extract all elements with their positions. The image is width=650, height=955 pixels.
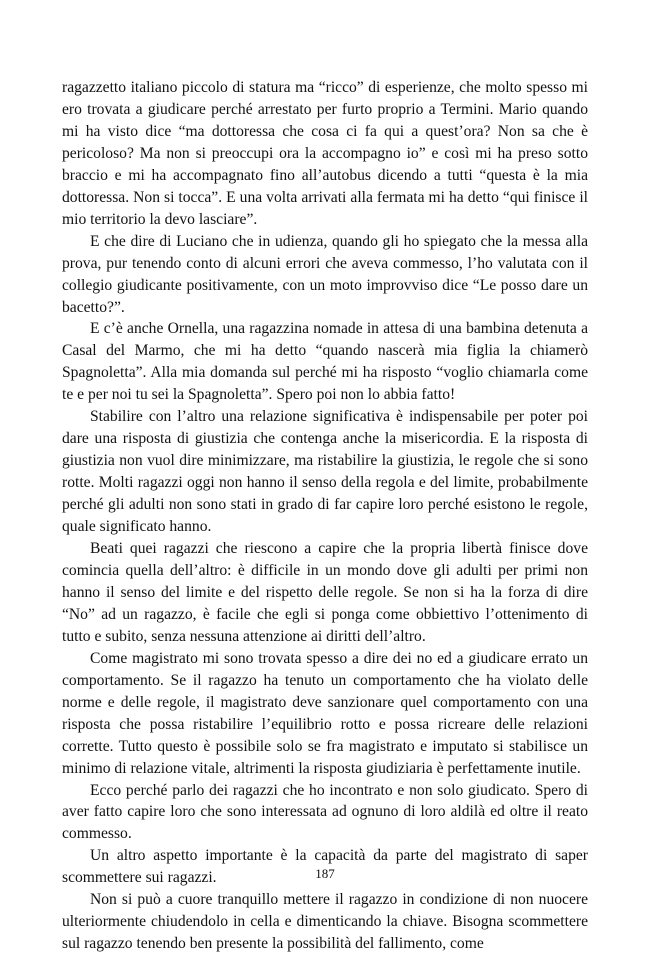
paragraph-magistrato: Come magistrato mi sono trovata spesso a dire dei no ed a giudicare errato un comportamento. Se il ragazzo ha tenuto un comportamento che ha violato delle norme e delle regole, il magistrato deve sanzionare quel comportamento con una risposta che possa ristabilire l’equilibrio rotto e possa ricreare delle relazioni corrette. Tutto questo è possibile solo se fra magistrato e imputato si stabilisce un minimo di relazione vitale, altrimenti la risposta giudiziaria è perfettamente inutile. (62, 649, 588, 777)
paragraph-ornella: E c’è anche Ornella, una ragazzina nomade in attesa di una bambina detenuta a Casal del Marmo, che mi ha detto “quando nascerà mia figlia la chiamerò Spagnoletta”. Alla mia domanda sul perché mi ha risposto “voglio chiamarla come te e per noi tu sei la Spagnoletta”. Spero poi non lo abbia fatto! (62, 320, 588, 404)
paragraph-mario-story: ragazzetto italiano piccolo di statura ma “ricco” di esperienze, che molto spesso mi ero trovata a giudicare perché arrestato per furto proprio a Termini. Mario quando mi ha visto dice “ma dottoressa che cosa ci fa qui a quest’ora? Non sa che è pericoloso? Ma non si preoccupi ora la accompagno io” e così mi ha preso sotto braccio e mi ha accompagnato fino all’autobus dicendo a tutti “questa è la mia dottoressa. Non si tocca”. E una volta arrivati alla fermata mi ha detto “qui finisce il mio territorio la devo lasciare”. (62, 79, 588, 228)
paragraph-relazione: Stabilire con l’altro una relazione significativa è indispensabile per poter poi dare una risposta di giustizia che contenga anche la misericordia. E la risposta di giustizia non vuol dire minimizzare, ma ristabilire la giustizia, le regole che si sono rotte. Molti ragazzi oggi non hanno il senso della regola e del limite, probabilmente perché gli adulti non sono stati in grado di far capire loro perché esistono le regole, quale significato hanno. (62, 408, 588, 536)
paragraph-scommettere: Non si può a cuore tranquillo mettere il ragazzo in condizione di non nuocere ulteriormente chiudendolo in cella e dimenticando la chiave. Bisogna scommettere sul ragazzo tenendo ben presente la possibilità del fallimento, come (62, 891, 588, 953)
paragraph-ecco: Ecco perché parlo dei ragazzi che ho incontrato e non solo giudicato. Spero di aver fatto capire loro che sono interessata ad ognuno di loro aldilà ed oltre il reato commesso. (62, 781, 588, 843)
paragraph-aspetto: Un altro aspetto importante è la capacità da parte del magistrato di saper scommettere sui ragazzi. (62, 847, 588, 887)
paragraph-beati: Beati quei ragazzi che riescono a capire che la propria libertà finisce dove comincia quella dell’altro: è difficile in un mondo dove gli adulti per primi non hanno il senso del limite e del rispetto delle regole. Se non si ha la forza di dire “No” ad un ragazzo, è facile che egli si ponga come obbiettivo l’ottenimento di tutto e subito, senza nessuna attenzione ai diritti dell’altro. (62, 540, 588, 645)
paragraph-luciano: E che dire di Luciano che in udienza, quando gli ho spiegato che la messa alla prova, pur tenendo conto di alcuni errori che aveva commesso, l’ho valutata con il collegio giudicante positivamente, con un moto improvviso dice “Le posso dare un bacetto?”. (62, 232, 588, 316)
page-number: 187 (315, 866, 335, 881)
page-body (62, 77, 588, 955)
